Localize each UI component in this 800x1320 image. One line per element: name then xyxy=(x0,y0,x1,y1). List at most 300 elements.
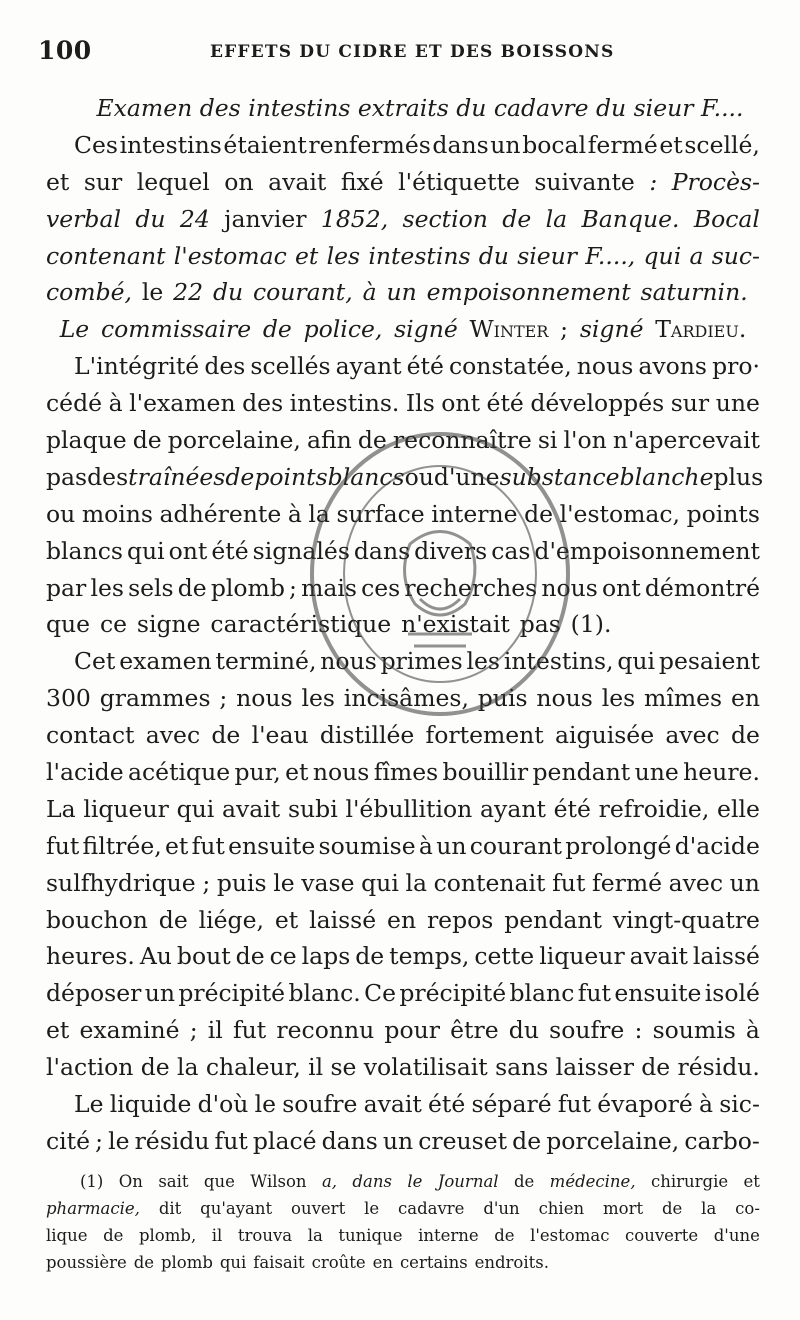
word: saturnin. xyxy=(640,278,748,307)
word: à xyxy=(418,831,433,860)
word: laisser xyxy=(555,1053,634,1082)
word: aiguisée xyxy=(555,721,655,750)
text-line xyxy=(46,1086,760,1123)
word: empoisonnement xyxy=(426,278,631,307)
word: a, xyxy=(321,1172,338,1191)
word: de xyxy=(211,721,241,750)
word: puis xyxy=(477,684,528,713)
word: lique xyxy=(46,1226,88,1245)
word: Le xyxy=(74,1090,104,1119)
word: intestins xyxy=(368,241,471,270)
word: avec xyxy=(668,868,723,897)
word: la xyxy=(701,1199,717,1218)
word: avec xyxy=(145,721,201,750)
word: n'apercevait xyxy=(612,426,760,455)
word: vingt-quatre xyxy=(612,905,760,934)
word: La xyxy=(46,794,76,823)
word: les xyxy=(466,647,500,676)
word: les xyxy=(90,573,124,602)
footnote-line xyxy=(46,1195,760,1222)
word: plomb xyxy=(210,573,285,602)
word: janvier xyxy=(224,204,307,233)
word: plaque xyxy=(46,426,127,455)
word: il xyxy=(308,1053,324,1082)
word: le xyxy=(273,868,295,897)
running-head: EFFETS DU CIDRE ET DES BOISSONS xyxy=(210,42,615,62)
word: soufre xyxy=(549,1016,625,1045)
word: fut xyxy=(557,1090,592,1119)
word: qui xyxy=(219,1253,247,1272)
word: lequel xyxy=(136,167,210,196)
text-line xyxy=(46,348,760,385)
word: caractéristique xyxy=(210,610,392,639)
word: (1) xyxy=(80,1172,104,1191)
word: ou xyxy=(404,462,434,491)
word: du xyxy=(508,1016,539,1045)
word: qu'ayant xyxy=(200,1199,273,1218)
word: la xyxy=(176,1053,199,1082)
word: été xyxy=(211,536,249,565)
word: d'une xyxy=(433,462,500,491)
word: commissaire xyxy=(100,315,252,344)
word: les xyxy=(326,241,361,270)
word: examen xyxy=(119,647,212,676)
word: une xyxy=(715,389,760,418)
word: précipité xyxy=(178,979,286,1008)
word: signé xyxy=(579,315,644,344)
word: de xyxy=(357,426,387,455)
word: surface xyxy=(336,499,425,528)
word: sulfhydrique xyxy=(46,868,196,897)
word: un xyxy=(436,831,467,860)
word: de xyxy=(641,1053,671,1082)
word: L'intégrité xyxy=(74,352,200,381)
word: pas xyxy=(519,610,561,639)
word: du xyxy=(135,204,166,233)
word: ce xyxy=(269,942,297,971)
word: sur xyxy=(83,167,123,196)
word: ; xyxy=(219,684,228,713)
word: signalés xyxy=(252,536,350,565)
word: ont xyxy=(168,536,208,565)
word: et xyxy=(659,130,683,159)
word: un xyxy=(144,979,175,1008)
word: le xyxy=(141,278,164,307)
word: contenait xyxy=(433,868,546,897)
word: chirurgie xyxy=(650,1172,729,1191)
word: plomb, xyxy=(138,1226,197,1245)
text-line xyxy=(46,1049,760,1086)
word: Tardieu. xyxy=(655,315,747,344)
footnote-line xyxy=(46,1168,760,1195)
word: Ils xyxy=(405,389,435,418)
text-line xyxy=(46,902,760,939)
text-line xyxy=(46,496,760,533)
word: porcelaine, xyxy=(167,426,301,455)
word: et xyxy=(46,1016,70,1045)
word: sait xyxy=(158,1172,189,1191)
word: et xyxy=(46,167,70,196)
word: Cet xyxy=(74,647,116,676)
word: ont xyxy=(441,389,481,418)
word: heures. xyxy=(46,942,135,971)
word: F...., xyxy=(585,241,636,270)
word: vase xyxy=(301,868,355,897)
word: un xyxy=(729,868,760,897)
word: nous xyxy=(236,684,293,713)
word: poussière xyxy=(46,1253,127,1272)
word: pendant xyxy=(532,758,631,787)
word: bout xyxy=(176,942,231,971)
word: fîmes xyxy=(373,758,439,787)
word: nous xyxy=(536,684,593,713)
word: d'une xyxy=(713,1226,760,1245)
word: qui xyxy=(126,536,165,565)
word: cette xyxy=(474,942,535,971)
word: avait xyxy=(363,1090,422,1119)
word: tunique xyxy=(338,1226,403,1245)
word: trouva xyxy=(237,1226,293,1245)
word: ; xyxy=(289,573,297,602)
word: été xyxy=(486,389,524,418)
word: combé, xyxy=(46,278,133,307)
word: renfermés xyxy=(308,130,431,159)
word: faisait xyxy=(253,1253,305,1272)
word: le xyxy=(364,1199,380,1218)
word: ensuite xyxy=(228,831,316,860)
word: isolé xyxy=(704,979,760,1008)
word: incisâmes, xyxy=(343,684,469,713)
word: 24 xyxy=(179,204,210,233)
word: sic- xyxy=(719,1090,760,1119)
word: soumis xyxy=(652,1016,736,1045)
footnote-line xyxy=(46,1249,760,1276)
word: carbo- xyxy=(684,1126,760,1155)
text-line xyxy=(46,238,760,275)
text-line xyxy=(46,570,760,607)
word: médecine, xyxy=(549,1172,636,1191)
word: démontré xyxy=(644,573,760,602)
word: verbal xyxy=(46,204,121,233)
word: distillée xyxy=(319,721,415,750)
word: couverte xyxy=(625,1226,699,1245)
word: divers xyxy=(414,536,488,565)
word: les xyxy=(301,684,335,713)
text-line xyxy=(46,274,760,311)
word: des xyxy=(87,462,129,491)
word: ou xyxy=(46,499,76,528)
word: la xyxy=(405,868,427,897)
word: résidu xyxy=(134,1126,210,1155)
word: ensuite xyxy=(614,979,702,1008)
word: de xyxy=(132,426,162,455)
word: en xyxy=(387,905,417,934)
word: pendant xyxy=(504,905,602,934)
footnotes xyxy=(46,1168,760,1276)
word: l'eau xyxy=(251,721,309,750)
word: qui xyxy=(176,794,215,823)
word: du xyxy=(212,278,244,307)
text-line xyxy=(46,422,760,459)
word: nous xyxy=(541,573,598,602)
text-line xyxy=(46,1123,760,1160)
word: en xyxy=(730,684,760,713)
word: cité xyxy=(46,1126,91,1155)
word: pur, xyxy=(234,758,281,787)
word: repos xyxy=(426,905,494,934)
word: à xyxy=(362,278,377,307)
word: primes xyxy=(380,647,463,676)
word: d'où xyxy=(197,1090,249,1119)
word: a xyxy=(689,241,704,270)
word: (1). xyxy=(570,610,612,639)
word: suc- xyxy=(711,241,760,270)
word: l'ébullition xyxy=(345,794,473,823)
word: blancs xyxy=(327,462,405,491)
word: section xyxy=(402,204,488,233)
word: co- xyxy=(735,1199,760,1218)
word: blancs xyxy=(46,536,123,565)
word: adhérente xyxy=(159,499,282,528)
word: croûte xyxy=(311,1253,366,1272)
word: qui xyxy=(643,241,682,270)
word: acétique xyxy=(127,758,231,787)
word: l'estomac xyxy=(530,1226,610,1245)
word: interne xyxy=(431,499,518,528)
text-line xyxy=(46,828,760,865)
word: de xyxy=(513,1172,535,1191)
word: l'estomac xyxy=(173,241,287,270)
word: de xyxy=(158,905,188,934)
word: d'empoisonnement xyxy=(534,536,760,565)
word: de xyxy=(225,462,255,491)
word: plus xyxy=(713,462,764,491)
word: prolongé xyxy=(565,831,672,860)
word: heure. xyxy=(683,758,760,787)
word: séparé xyxy=(471,1090,552,1119)
word: que xyxy=(46,610,91,639)
word: de xyxy=(355,942,385,971)
word: cadavre xyxy=(398,1199,465,1218)
word: qui xyxy=(617,647,656,676)
word: Procès- xyxy=(671,167,760,196)
word: blanche xyxy=(619,462,714,491)
word: soumise xyxy=(318,831,416,860)
word: avons xyxy=(638,352,707,381)
text-line xyxy=(46,754,760,791)
text-line xyxy=(46,533,760,570)
word: nous xyxy=(576,352,634,381)
word: la xyxy=(307,1226,323,1245)
word: fut xyxy=(577,979,611,1008)
word: intestins, xyxy=(503,647,614,676)
word: de xyxy=(502,204,532,233)
word: l'examen xyxy=(129,389,236,418)
word: de xyxy=(235,942,265,971)
word: Banque. xyxy=(581,204,680,233)
word: constatée, xyxy=(449,352,572,381)
word: une xyxy=(634,758,679,787)
word: terminé, xyxy=(215,647,317,676)
word: à xyxy=(287,499,302,528)
word: dans xyxy=(353,536,411,565)
word: fermé xyxy=(592,868,663,897)
word: bouillir xyxy=(442,758,529,787)
word: sieur xyxy=(517,241,578,270)
word: 1852, xyxy=(320,204,389,233)
word: un xyxy=(382,1126,414,1155)
word: filtrée, xyxy=(82,831,162,860)
word: mais xyxy=(301,573,357,602)
word: avait xyxy=(268,167,327,196)
word: liqueur xyxy=(83,794,169,823)
word: ayant xyxy=(335,352,402,381)
word: et xyxy=(274,905,299,934)
word: de xyxy=(262,315,292,344)
word: de xyxy=(524,499,554,528)
word: évaporé xyxy=(597,1090,693,1119)
word: subi xyxy=(287,794,338,823)
word: plomb xyxy=(160,1253,213,1272)
text-line xyxy=(46,717,760,754)
word: sans xyxy=(495,1053,549,1082)
section-heading xyxy=(46,90,760,127)
word: 300 xyxy=(46,684,91,713)
word: le xyxy=(254,1090,276,1119)
word: Ces xyxy=(74,130,118,159)
word: étaient xyxy=(223,130,307,159)
word: liqueur xyxy=(539,942,625,971)
word: grammes xyxy=(99,684,211,713)
word: scellé, xyxy=(684,130,760,159)
word: l'estomac, xyxy=(559,499,681,528)
word: ces xyxy=(361,573,401,602)
word: ; xyxy=(560,315,569,344)
word: se xyxy=(330,1053,357,1082)
word: blanc. xyxy=(288,979,361,1008)
word: Au xyxy=(139,942,172,971)
word: de xyxy=(661,1199,683,1218)
word: laissé xyxy=(309,905,377,934)
word: on xyxy=(224,167,254,196)
word: être xyxy=(450,1016,499,1045)
word: recherches xyxy=(404,573,538,602)
word: à xyxy=(108,389,123,418)
word: la xyxy=(545,204,568,233)
word: refroidie, xyxy=(598,794,710,823)
word: dans xyxy=(432,130,489,159)
word: contact xyxy=(46,721,135,750)
word: des xyxy=(242,389,284,418)
word: traînées xyxy=(128,462,226,491)
word: Bocal xyxy=(693,204,760,233)
word: et xyxy=(285,758,309,787)
word: de xyxy=(730,721,760,750)
word: de xyxy=(133,1253,155,1272)
word: en xyxy=(372,1253,394,1272)
word: contenant xyxy=(46,241,166,270)
word: nous xyxy=(312,758,370,787)
word: 22 xyxy=(173,278,204,307)
text-line xyxy=(46,201,760,238)
word: de xyxy=(103,1226,124,1245)
word: intestins. xyxy=(289,389,400,418)
word: pharmacie, xyxy=(46,1199,140,1218)
word: temps, xyxy=(389,942,470,971)
text-line xyxy=(46,606,760,643)
word: de xyxy=(177,573,207,602)
word: moins xyxy=(81,499,153,528)
text-line xyxy=(46,643,760,680)
word: pro· xyxy=(712,352,760,381)
word: et xyxy=(295,241,319,270)
word: avec xyxy=(665,721,720,750)
word: fut xyxy=(232,1016,267,1045)
word: fut xyxy=(191,831,225,860)
word: afin xyxy=(306,426,352,455)
word: résidu. xyxy=(677,1053,760,1082)
word: Wilson xyxy=(250,1172,307,1191)
word: interne xyxy=(418,1226,479,1245)
word: liége, xyxy=(198,905,264,934)
text-line xyxy=(46,938,760,975)
word: fixé xyxy=(340,167,384,196)
word: reconnu xyxy=(276,1016,375,1045)
word: dans xyxy=(352,1172,392,1191)
word: : xyxy=(634,1016,643,1045)
word: volatilisait xyxy=(363,1053,488,1082)
word: examiné xyxy=(79,1016,180,1045)
word: le xyxy=(407,1172,423,1191)
word: reconnaître xyxy=(392,426,532,455)
word: sur xyxy=(670,389,710,418)
word: nous xyxy=(320,647,377,676)
signature-line xyxy=(46,311,760,348)
word: qui xyxy=(361,868,399,897)
main-text xyxy=(46,90,764,1160)
word: scellés xyxy=(250,352,331,381)
word: que xyxy=(203,1172,235,1191)
word: ; xyxy=(189,1016,198,1045)
word: courant xyxy=(469,831,563,860)
word: porcelaine, xyxy=(546,1126,680,1155)
word: certains xyxy=(399,1253,468,1272)
word: été xyxy=(553,794,591,823)
page-number: 100 xyxy=(38,36,92,65)
section-heading-text: Examen des intestins extraits du cadavre du sieur F.... xyxy=(96,94,744,122)
word: pesaient xyxy=(658,647,760,676)
word: liquide xyxy=(109,1090,192,1119)
word: cas xyxy=(491,536,531,565)
word: à xyxy=(745,1016,760,1045)
text-line xyxy=(46,1012,760,1049)
word: ; xyxy=(95,1126,104,1155)
word: police, xyxy=(303,315,383,344)
word: suivante xyxy=(534,167,635,196)
word: ont xyxy=(602,573,641,602)
text-line xyxy=(46,975,760,1012)
word: Journal xyxy=(437,1172,499,1191)
word: endroits. xyxy=(474,1253,549,1272)
word: un xyxy=(386,278,417,307)
word: développés xyxy=(530,389,665,418)
word: Ce xyxy=(364,979,397,1008)
text-line xyxy=(46,164,760,201)
word: été xyxy=(428,1090,466,1119)
word: mort xyxy=(602,1199,644,1218)
word: signe xyxy=(136,610,201,639)
word: l'on xyxy=(563,426,607,455)
